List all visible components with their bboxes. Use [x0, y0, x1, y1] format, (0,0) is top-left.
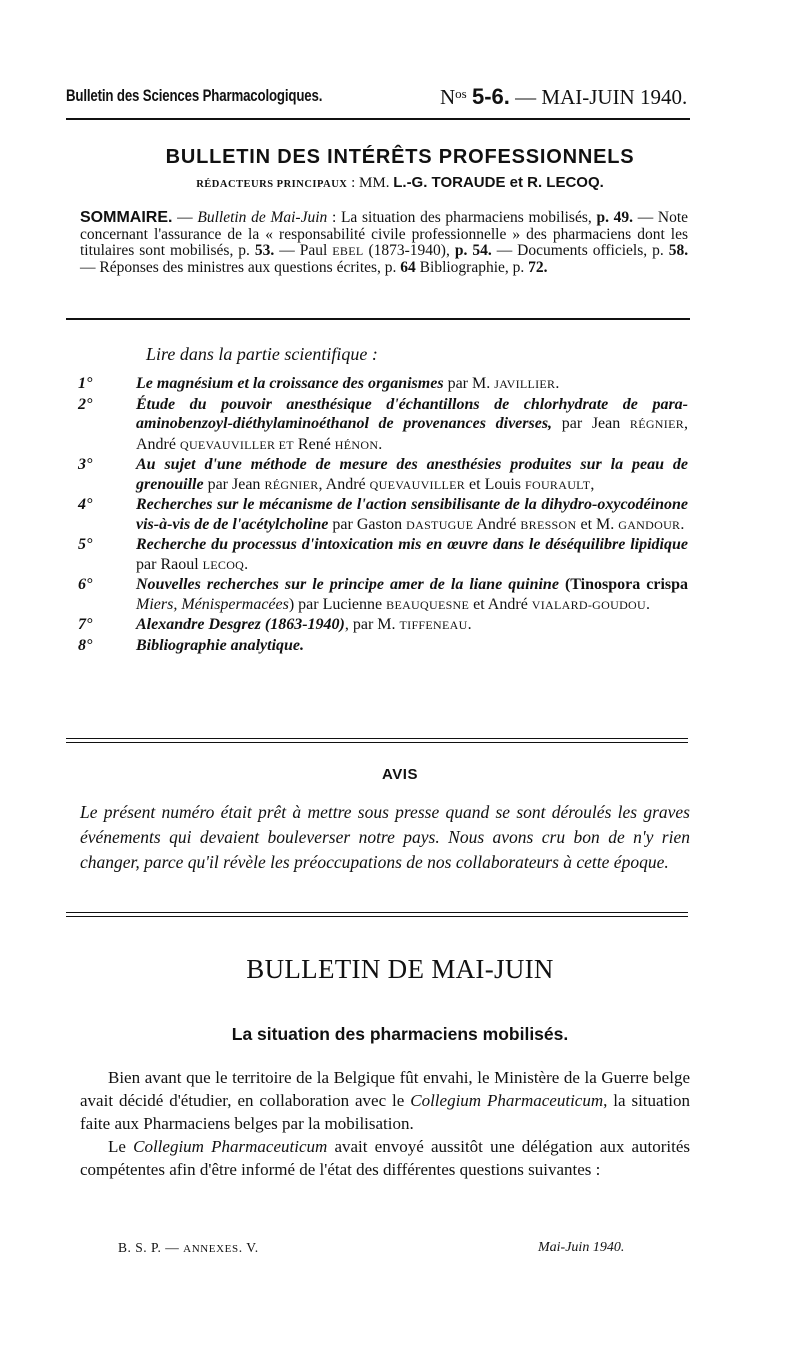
author-name: VIALARD-GOUDOU	[531, 597, 646, 612]
item-title: Nouvelles recherches sur le principe amer de la liane quinine	[136, 576, 559, 593]
taxon-authority: Miers, Ménispermacées	[136, 595, 289, 613]
item-par: par	[207, 475, 228, 493]
double-rule-bottom	[66, 742, 688, 743]
item-title: Étude du pouvoir anesthésique d'échantillons de chlorhydrate de para-aminobenzoyl-diéthylaminoéthanol de provenances diverses,	[136, 395, 688, 432]
sommaire-page: 58.	[668, 242, 689, 260]
punct: ,	[344, 616, 349, 633]
item-number: 2°	[78, 395, 93, 413]
item-par: par	[332, 515, 353, 533]
list-item	[78, 535, 688, 575]
footer-annexes: ANNEXES	[183, 1243, 239, 1255]
sommaire-page: p. 49.	[596, 209, 634, 226]
list-item	[78, 455, 688, 495]
author-name: GANDOUR	[618, 517, 681, 532]
item-title: Au sujet d'une méthode de mesure des anesthésies produites sur la peau de grenouille	[136, 456, 688, 493]
avis-title: AVIS	[382, 766, 418, 783]
item-number: 1°	[78, 375, 93, 392]
paren: )	[288, 595, 295, 613]
footer-text: B. S. P. —	[118, 1240, 180, 1255]
sommaire-p6: Bibliographie, p.	[419, 258, 525, 276]
scientific-part-heading: Lire dans la partie scientifique :	[146, 344, 378, 364]
list-item	[78, 374, 688, 395]
item-par: par	[136, 555, 157, 573]
text-run: Bien avant que le territoire de la Belgique fût envahi, le Ministère de la Guerre belge avait décidé d'étudier, en collaboration avec le	[80, 1068, 690, 1110]
author-name: TIFFENEAU	[399, 618, 468, 632]
sommaire-page: p. 54.	[454, 242, 492, 260]
sommaire-p4: — Documents officiels, p.	[496, 242, 664, 260]
issue-date: — MAI-JUIN 1940.	[515, 85, 688, 109]
author-first: Jean	[232, 475, 261, 493]
author-first: Gaston	[356, 515, 403, 533]
item-number: 6°	[78, 576, 93, 593]
sommaire	[80, 210, 688, 276]
sommaire-p3b: (1873-1940),	[368, 242, 450, 260]
punct: .	[680, 515, 685, 533]
editors-mm: : MM.	[351, 175, 390, 191]
item-title: Le magnésium et la croissance des organismes	[136, 375, 444, 392]
sommaire-italic: Bulletin de Mai-Juin	[197, 209, 328, 226]
double-rule-bottom	[66, 916, 688, 917]
sommaire-page: 72.	[528, 258, 548, 276]
footer-right: Mai-Juin 1940.	[538, 1240, 625, 1255]
author-first: Jean	[591, 415, 621, 432]
double-rule-top	[66, 912, 688, 913]
item-number: 3°	[78, 456, 93, 473]
sommaire-p1: : La situation des pharmaciens mobilisés,	[331, 209, 592, 226]
section-title: BULLETIN DES INTÉRÊTS PROFESSIONNELS	[165, 146, 635, 168]
item-par: par	[561, 415, 583, 432]
paragraph	[80, 1066, 690, 1135]
item-number: 7°	[78, 616, 93, 633]
author-first: et M.	[580, 515, 615, 533]
punct: .	[244, 555, 249, 573]
punct: .	[378, 435, 383, 453]
item-par: par	[298, 595, 319, 613]
author-name: LECOQ	[202, 557, 245, 572]
author-name: BRESSON	[520, 517, 577, 532]
list-item	[78, 495, 688, 535]
author-first: Raoul	[160, 555, 199, 573]
text-italic: Collegium Pharmaceuticum	[410, 1091, 604, 1110]
sommaire-name: EBEL	[332, 244, 364, 259]
author-name: BEAUQUESNE	[386, 597, 470, 612]
author-first: René	[297, 435, 331, 453]
double-rule-top	[66, 738, 688, 739]
footer-left	[118, 1240, 259, 1256]
editors-names: L.-G. TORAUDE et R. LECOQ.	[393, 174, 604, 191]
issue-numbers: 5-6.	[471, 84, 510, 109]
sommaire-page: 53.	[254, 242, 275, 260]
paren: (	[564, 576, 571, 593]
running-title: Bulletin des Sciences Pharmacologiques.	[66, 86, 323, 105]
item-title: Recherche du processus d'intoxication mis en œuvre dans le déséquilibre lipidique	[136, 536, 688, 553]
item-number: 4°	[78, 496, 93, 513]
author-first: André	[476, 515, 517, 533]
article-body	[80, 1066, 690, 1181]
list-item	[78, 575, 688, 615]
punct: .	[555, 375, 560, 392]
sommaire-p2: — Note concernant l'assurance de la « responsabilité civile professionnelle » des pharmaciens dont les titulaires sont mobilisés, p.	[80, 209, 689, 260]
punct: .	[645, 595, 650, 613]
author-first: et Louis	[469, 475, 522, 493]
author-name: JAVILLIER	[494, 377, 556, 391]
issue-sup: os	[455, 86, 467, 101]
punct: .	[467, 616, 472, 633]
author-first: et André	[473, 595, 528, 613]
author-sep: , André	[318, 475, 366, 493]
author-name: RÉGNIER	[629, 417, 685, 431]
sommaire-p5: — Réponses des ministres aux questions écrites, p.	[80, 258, 397, 276]
item-title: Bibliographie analytique.	[136, 636, 305, 654]
article-title: La situation des pharmaciens mobilisés.	[231, 1024, 569, 1044]
text-run: Le	[108, 1137, 126, 1156]
author-name: HÉNON	[334, 437, 379, 452]
punct: ,	[590, 475, 595, 493]
author-name: QUEVAUVILLER ET	[179, 437, 294, 452]
paragraph	[80, 1135, 690, 1181]
item-par: par M.	[447, 375, 491, 392]
author-name: QUEVAUVILLER	[369, 477, 466, 492]
genus-name: Tinospora crispa	[570, 576, 689, 593]
list-item	[78, 395, 688, 456]
author-name: DASTUGUE	[406, 517, 474, 532]
author-sep: , André	[136, 415, 689, 453]
sommaire-rule	[66, 318, 690, 320]
header-rule	[66, 118, 690, 120]
sommaire-head: SOMMAIRE.	[80, 209, 173, 226]
author-first: Lucienne	[322, 595, 383, 613]
bulletin-title: BULLETIN DE MAI-JUIN	[246, 954, 554, 984]
item-par: par M.	[352, 616, 396, 633]
avis-text: Le présent numéro était prêt à mettre sous presse quand se sont déroulés les graves événements qui devaient bouleverser notre pays. Nous avons cru bon de n'y rien changer, parce qu'il révèle les préoccupations de nos collaborateurs à cette époque.	[80, 802, 690, 872]
item-number: 8°	[78, 636, 93, 654]
sommaire-p3: — Paul	[279, 242, 328, 260]
issue-prefix: N	[440, 85, 456, 109]
item-title: Alexandre Desgrez	[136, 616, 261, 633]
author-name: FOURAULT	[525, 477, 591, 492]
sommaire-page: 64	[400, 258, 416, 276]
text-italic: Collegium Pharmaceuticum	[133, 1137, 328, 1156]
scientific-contents	[78, 374, 688, 655]
list-item	[78, 636, 688, 656]
item-dates: (1863-1940)	[264, 616, 345, 633]
item-title: Recherches sur le mécanisme de l'action sensibilisante de la dihydro-oxycodéinone vis-à-vis de de l'acétylcholine	[136, 496, 688, 533]
editors-line	[0, 174, 800, 192]
author-name: RÉGNIER	[264, 477, 319, 492]
list-item	[78, 615, 688, 636]
text-run: avait envoyé aussitôt une délégation aux autorités compétentes afin d'être informé de l'état des différentes questions suivantes :	[80, 1137, 691, 1179]
editors-label: RÉDACTEURS PRINCIPAUX	[196, 179, 348, 190]
item-number: 5°	[78, 536, 93, 553]
text-run: , la situation faite aux Pharmaciens belges par la mobilisation.	[80, 1091, 691, 1133]
footer-text: . V.	[238, 1240, 259, 1255]
sommaire-dash: —	[177, 209, 193, 226]
issue-info	[440, 84, 687, 110]
